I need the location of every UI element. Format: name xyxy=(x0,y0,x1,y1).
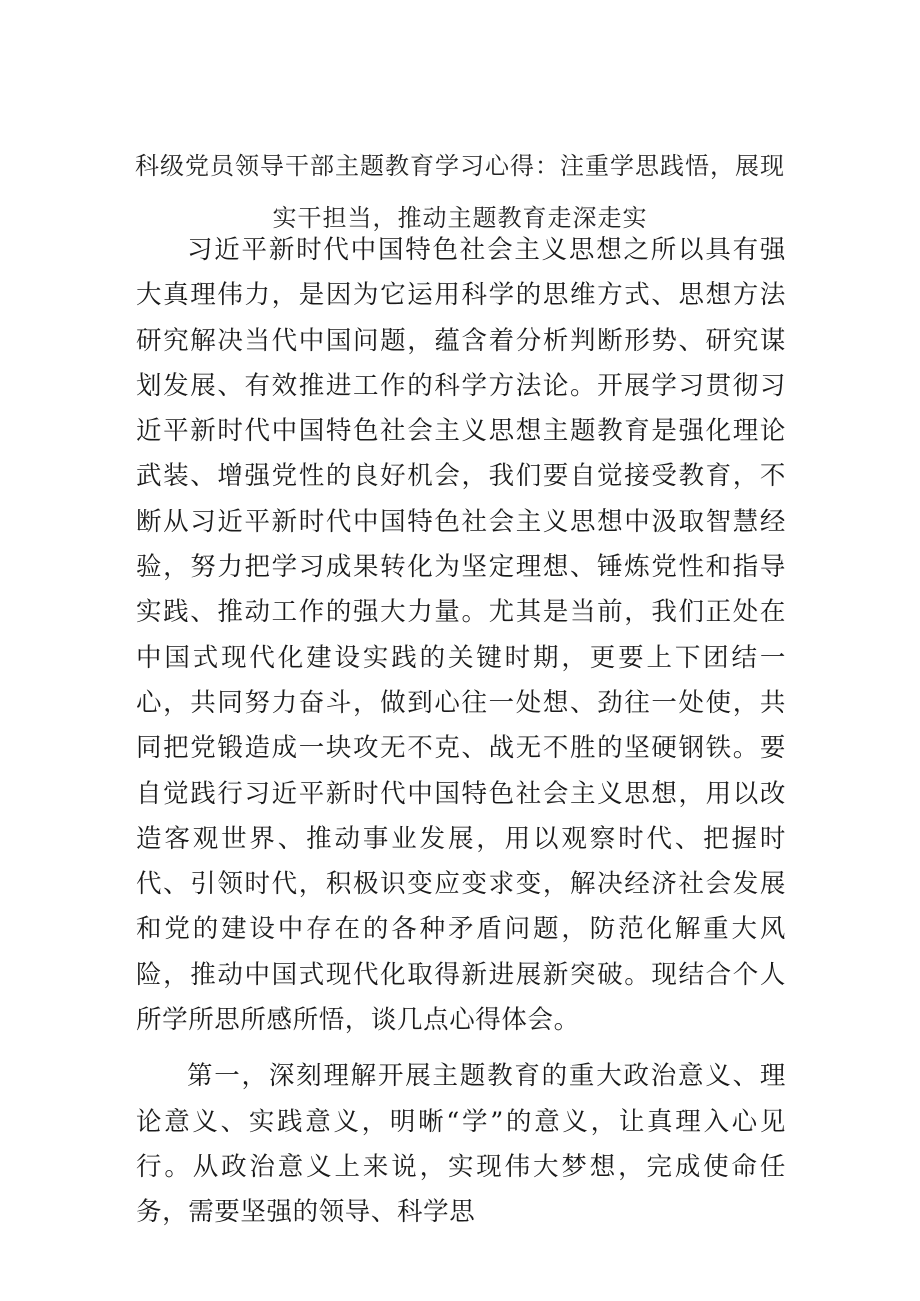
title-line-1: 科级党员领导干部主题教育学习心得：注重学思践悟，展现 xyxy=(135,152,785,180)
intro-paragraph: 习近平新时代中国特色社会主义思想之所以具有强大真理伟力，是因为它运用科学的思维方式、思想方法研究解决当代中国问题，蕴含着分析判断形势、研究谋划发展、有效推进工作的科学方法论。开展学习贯彻习近平新时代中国特色社会主义思想主题教育是强化理论武装、增强党性的良好机会，我们要自觉接受教育，不断从习近平新时代中国特色社会主义思想中汲取智慧经验，努力把学习成果转化为坚定理想、锤炼党性和指导实践、推动工作的强大力量。尤其是当前，我们正处在中国式现代化建设实践的关键时期，更要上下团结一心，共同努力奋斗，做到心往一处想、劲往一处使，共同把党锻造成一块攻无不克、战无不胜的坚硬钢铁。要自觉践行习近平新时代中国特色社会主义思想，用以改造客观世界、推动事业发展，用以观察时代、把握时代、引领时代，积极识变应变求变，解决经济社会发展和党的建设中存在的各种矛盾问题，防范化解重大风险，推动中国式现代化取得新进展新突破。现结合个人所学所思所感所悟，谈几点心得体会。 xyxy=(136,235,786,1036)
point-one-paragraph: 第一，深刻理解开展主题教育的重大政治意义、理论意义、实践意义，明晰“学”的意义，让真理入心见行。从政治意义上来说，实现伟大梦想，完成使命任务，需要坚强的领导、科学思 xyxy=(136,1061,786,1228)
document-body xyxy=(136,228,786,1236)
title-line-2: 实干担当，推动主题教育走深走实 xyxy=(272,204,648,232)
